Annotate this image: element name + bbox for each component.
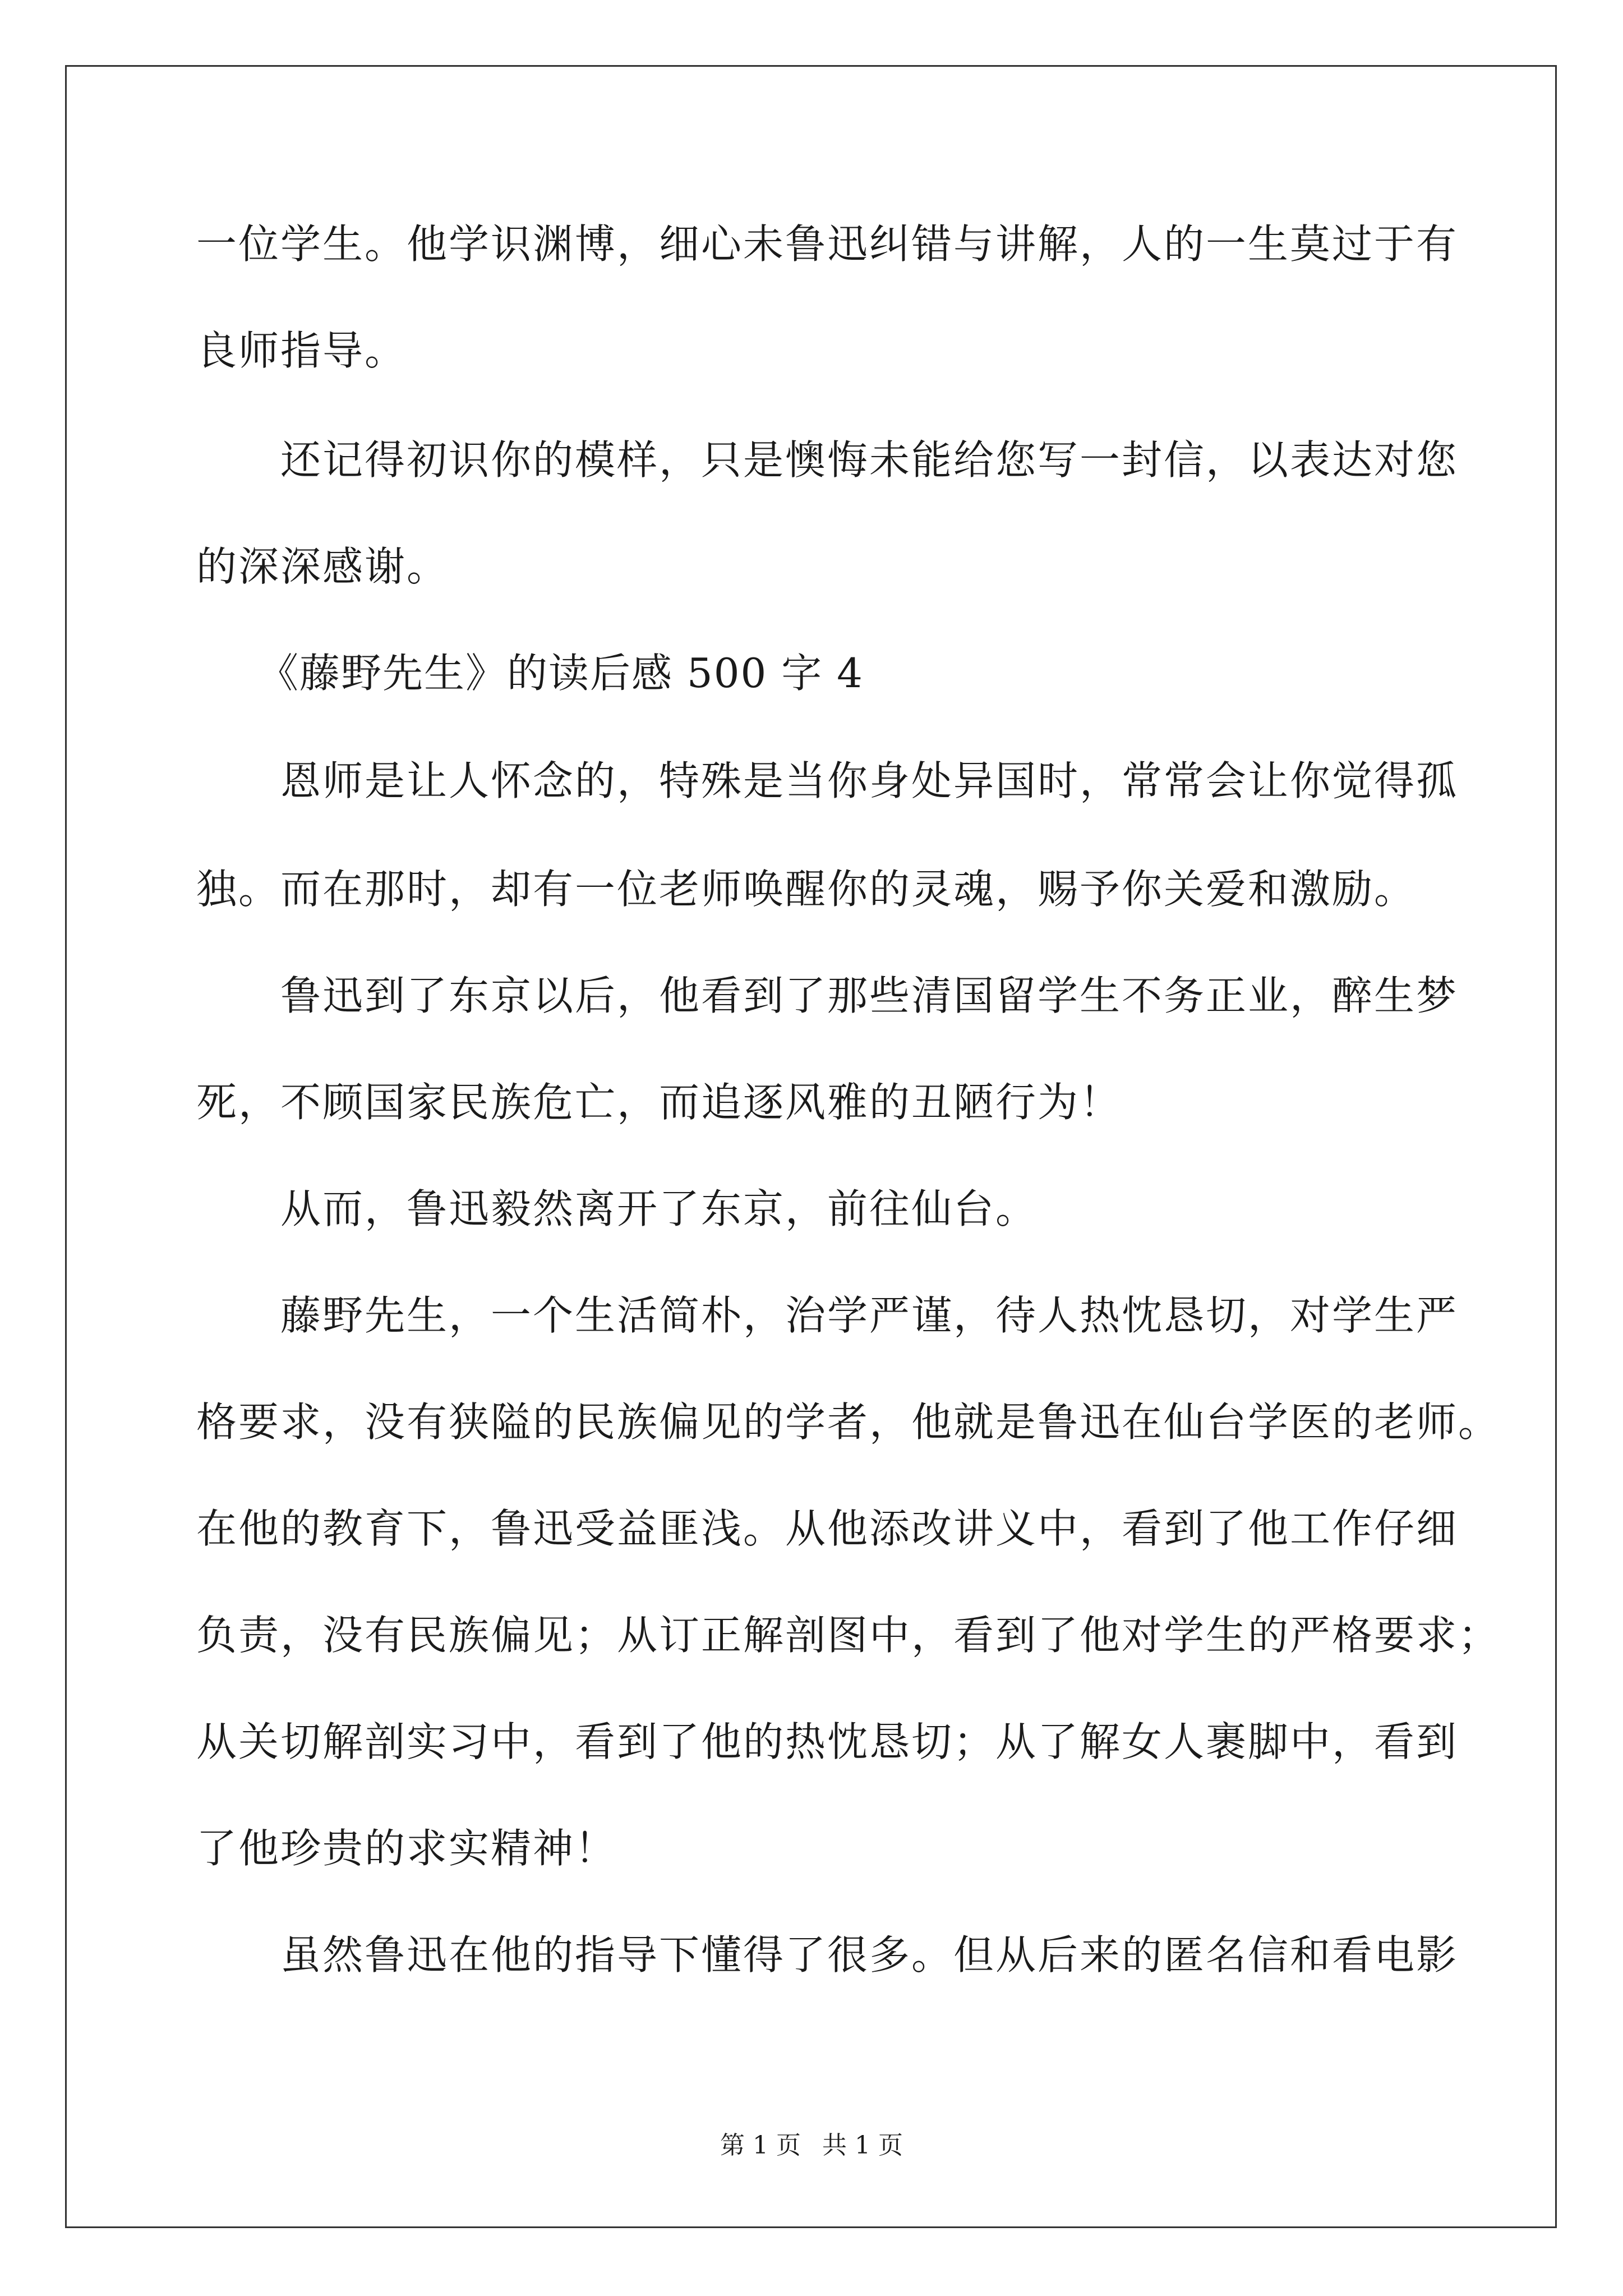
text-line: 在他的教育下，鲁迅受益匪浅。从他添改讲义中，看到了他工作仔细	[196, 1505, 1459, 1552]
text-line: 藤野先生，一个生活简朴，治学严谨，待人热忱恳切，对学生严	[280, 1292, 1459, 1339]
page-total: 共 1 页	[822, 2131, 903, 2160]
text-line: 的深深感谢。	[196, 543, 449, 590]
text-line: 从而，鲁迅毅然离开了东京，前往仙台。	[280, 1185, 1038, 1232]
page-footer	[0, 2129, 1623, 2162]
text-line: 还记得初识你的模样，只是懊悔未能给您写一封信，以表达对您	[280, 436, 1459, 484]
text-line: 格要求，没有狭隘的民族偏见的学者，他就是鲁迅在仙台学医的老师。	[196, 1398, 1501, 1446]
page-border	[65, 65, 1557, 2228]
page-number: 第 1 页	[720, 2131, 801, 2160]
text-line: 负责，没有民族偏见；从订正解剖图中，看到了他对学生的严格要求；	[196, 1612, 1501, 1659]
text-line: 一位学生。他学识渊博，细心未鲁迅纠错与讲解，人的一生莫过于有	[196, 220, 1459, 268]
text-line: 恩师是让人怀念的，特殊是当你身处异国时，常常会让你觉得孤	[280, 757, 1459, 804]
section-title: 《藤野先生》的读后感 500 字 4	[258, 650, 864, 697]
text-line: 死，不顾国家民族危亡，而追逐风雅的丑陋行为！	[196, 1079, 1122, 1126]
text-line: 了他珍贵的求实精神！	[196, 1825, 617, 1872]
text-line: 独。而在那时，却有一位老师唤醒你的灵魂，赐予你关爱和激励。	[196, 866, 1417, 913]
text-line: 鲁迅到了东京以后，他看到了那些清国留学生不务正业，醉生梦	[280, 972, 1459, 1019]
text-line: 虽然鲁迅在他的指导下懂得了很多。但从后来的匿名信和看电影	[280, 1931, 1459, 1978]
text-line: 从关切解剖实习中，看到了他的热忱恳切；从了解女人裹脚中，看到	[196, 1718, 1459, 1765]
text-line: 良师指导。	[196, 327, 407, 374]
